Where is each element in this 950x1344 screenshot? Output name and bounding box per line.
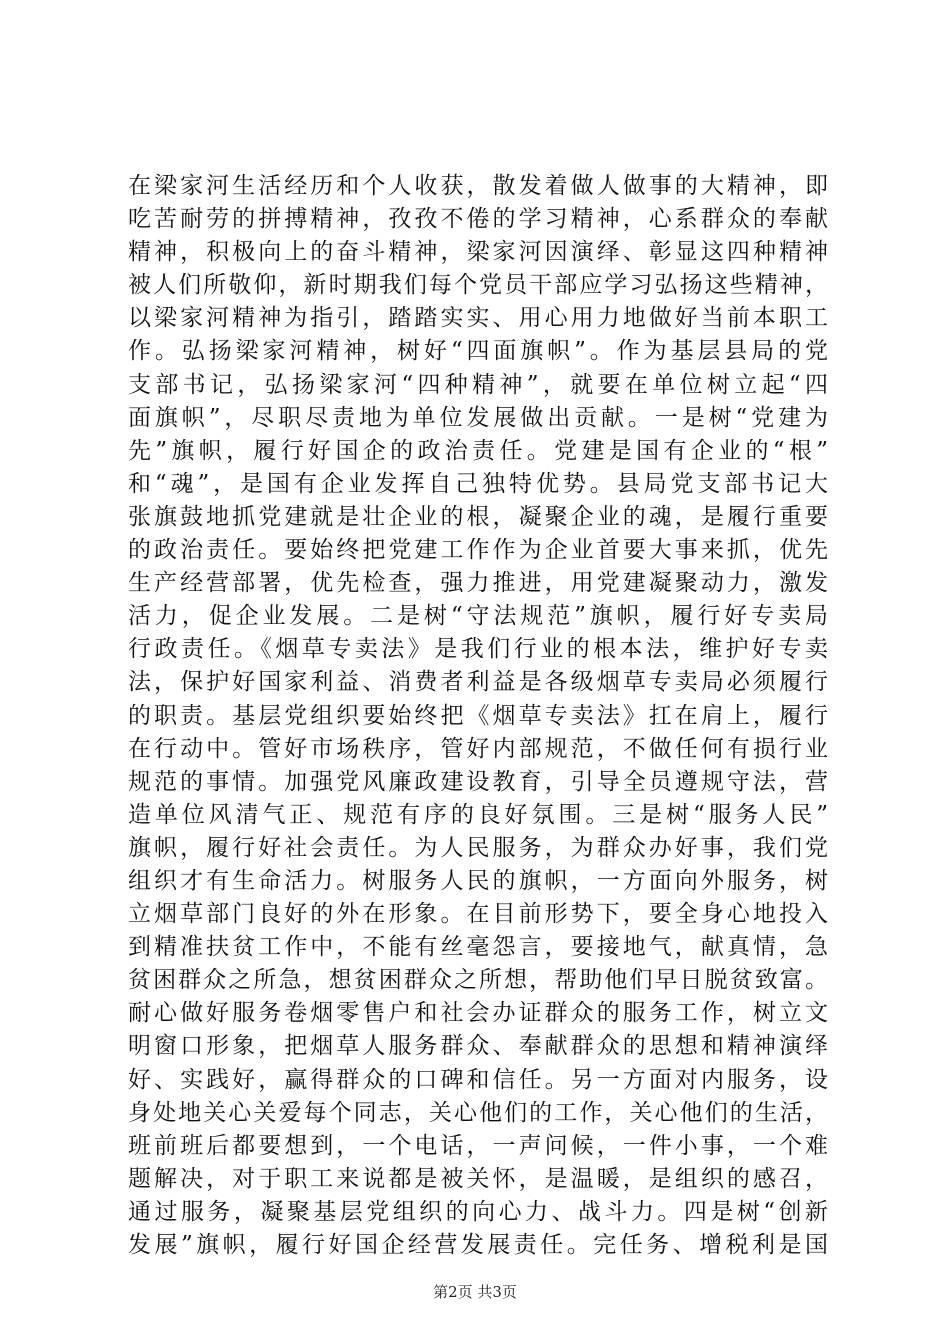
text-line: 立烟草部门良好的外在形象。在目前形势下，要全身心地投入 [128,901,828,928]
text-line: 和“魂”，是国有企业发挥自己独特优势。县局党支部书记大 [128,470,828,497]
text-line: 规范的事情。加强党风廉政建设教育，引导全员遵规守法，营 [128,768,828,795]
text-line: 以梁家河精神为指引，踏踏实实、用心用力地做好当前本职工 [128,305,828,332]
text-line: 组织才有生命活力。树服务人民的旗帜，一方面向外服务，树 [128,867,828,894]
text-line: 身处地关心关爱每个同志，关心他们的工作，关心他们的生活， [128,1099,828,1126]
text-line: 好、实践好，赢得群众的口碑和信任。另一方面对内服务，设 [128,1066,828,1093]
text-line: 的职责。基层党组织要始终把《烟草专卖法》扛在肩上，履行 [128,702,828,729]
text-line: 造单位风清气正、规范有序的良好氛围。三是树“服务人民” [128,801,828,828]
text-line: 贫困群众之所急，想贫困群众之所想，帮助他们早日脱贫致富。 [128,967,828,994]
text-line: 通过服务，凝聚基层党组织的向心力、战斗力。四是树“创新 [128,1198,828,1225]
text-line: 先”旗帜，履行好国企的政治责任。党建是国有企业的“根” [128,437,828,464]
text-line: 的政治责任。要始终把党建工作作为企业首要大事来抓，优先 [128,537,828,564]
text-line: 支部书记，弘扬梁家河“四种精神”，就要在单位树立起“四 [128,371,828,398]
text-line: 被人们所敬仰，新时期我们每个党员干部应学习弘扬这些精神， [128,272,828,299]
text-line: 在梁家河生活经历和个人收获，散发着做人做事的大精神，即 [128,173,828,199]
text-line: 生产经营部署，优先检查，强力推进，用党建凝聚动力，激发 [128,570,828,597]
text-line: 张旗鼓地抓党建就是壮企业的根，凝聚企业的魂，是履行重要 [128,503,828,530]
text-line: 面旗帜”，尽职尽责地为单位发展做出贡献。一是树“党建为 [128,404,828,431]
text-line: 班前班后都要想到，一个电话，一声问候，一件小事，一个难 [128,1132,828,1159]
text-line: 耐心做好服务卷烟零售户和社会办证群众的服务工作，树立文 [128,1000,828,1027]
text-line: 旗帜，履行好社会责任。为人民服务，为群众办好事，我们党 [128,834,828,861]
body-text [128,170,828,1262]
text-line: 题解决，对于职工来说都是被关怀，是温暖，是组织的感召， [128,1165,828,1192]
text-line: 作。弘扬梁家河精神，树好“四面旗帜”。作为基层县局的党 [128,338,828,365]
text-line: 到精准扶贫工作中，不能有丝毫怨言，要接地气，献真情，急 [128,934,828,961]
text-line: 法，保护好国家利益、消费者利益是各级烟草专卖局必须履行 [128,669,828,696]
text-line: 行政责任。《烟草专卖法》是我们行业的根本法，维护好专卖 [128,636,828,663]
text-line: 精神，积极向上的奋斗精神，梁家河因演绎、彰显这四种精神 [128,239,828,266]
text-line: 明窗口形象，把烟草人服务群众、奉献群众的思想和精神演绎 [128,1033,828,1060]
text-line: 活力，促企业发展。二是树“守法规范”旗帜，履行好专卖局 [128,603,828,630]
text-line: 在行动中。管好市场秩序，管好内部规范，不做任何有损行业 [128,735,828,762]
page-footer: 第2页 共3页 [433,1283,517,1301]
text-line: 吃苦耐劳的拼搏精神，孜孜不倦的学习精神，心系群众的奉献 [128,206,828,233]
text-line: 发展”旗帜，履行好国企经营发展责任。完任务、增税利是国 [128,1232,828,1258]
